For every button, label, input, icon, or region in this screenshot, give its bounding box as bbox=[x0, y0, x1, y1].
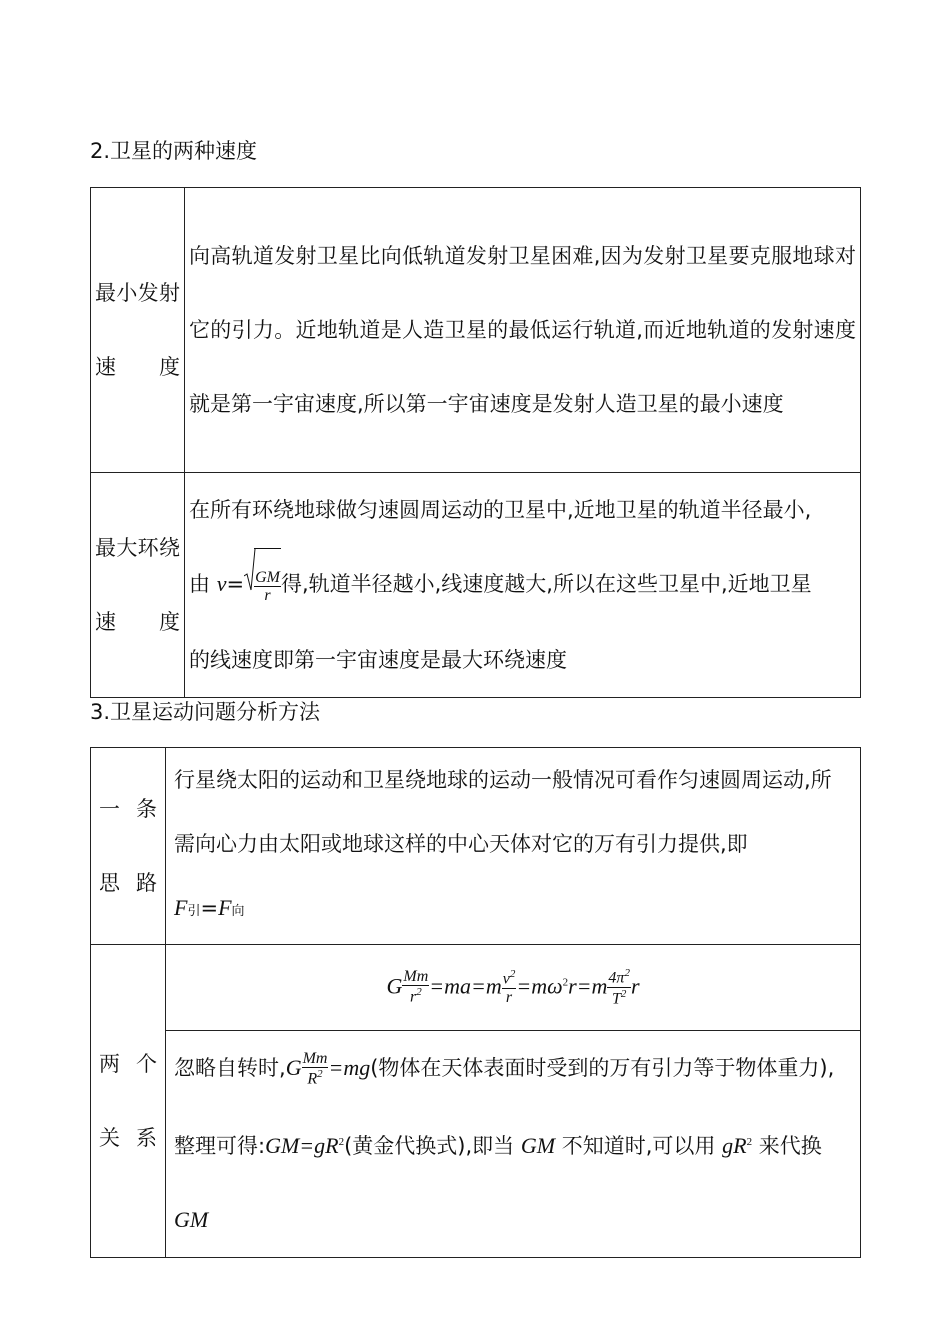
max-orbit-speed-text: 在所有环绕地球做匀速圆周运动的卫星中,近地卫星的轨道半径最小, 由 v= $\frac{GM}{r}$ 得,轨道半径越小,线速度越大,所以在这些卫星中,近地卫星 的线速度即第一宇宙速度是最大环绕速度 bbox=[185, 473, 861, 698]
section-3-heading: 3.卫星运动问题分析方法 bbox=[90, 700, 321, 724]
sqrt-formula: $\frac{GM}{r}$ bbox=[244, 548, 281, 623]
min-launch-speed-text: 向高轨道发射卫星比向低轨道发射卫星困难,因为发射卫星要克服地球对它的引力。近地轨道是人造卫星的最低运行轨道,而近地轨道的发射速度就是第一宇宙速度,所以第一宇宙速度是发射人造卫星的最小速度 bbox=[185, 188, 861, 473]
table-row bbox=[91, 473, 861, 698]
table-row bbox=[91, 945, 861, 1031]
section-2-heading: 2.卫星的两种速度 bbox=[90, 139, 258, 163]
max-orbit-speed-label: 最大环绕速度 bbox=[91, 473, 185, 698]
table-row bbox=[91, 748, 861, 945]
one-idea-label: 一条思路 bbox=[91, 748, 166, 945]
main-formula-cell: G $\frac{Mm}{r^2}$ =ma=m $\frac{v^2}{r}$ $=m\omega^2r=m$ $\frac{4\pi^2}{T^2}$ r bbox=[166, 945, 861, 1031]
launch-speed-table bbox=[90, 187, 861, 698]
analysis-method-table bbox=[90, 747, 861, 1258]
two-relations-label: 两个关系 bbox=[91, 945, 166, 1258]
gravity-relation-text: 忽略自转时,G $\frac{Mm}{R^2}$ =mg(物体在天体表面时受到的万有引力等于物体重力),整理可得$:GM=gR^2$(黄金代换式),即当 GM 不知道时,可以用 $gR^2$ 来代换 GM bbox=[166, 1031, 861, 1258]
min-launch-speed-label: 最小发射速度 bbox=[91, 188, 185, 473]
table-row bbox=[91, 1031, 861, 1258]
one-idea-text: 行星绕太阳的运动和卫星绕地球的运动一般情况可看作匀速圆周运动,所需向心力由太阳或地球这样的中心天体对它的万有引力提供,即 F引=F向 bbox=[166, 748, 861, 945]
table-row bbox=[91, 188, 861, 473]
